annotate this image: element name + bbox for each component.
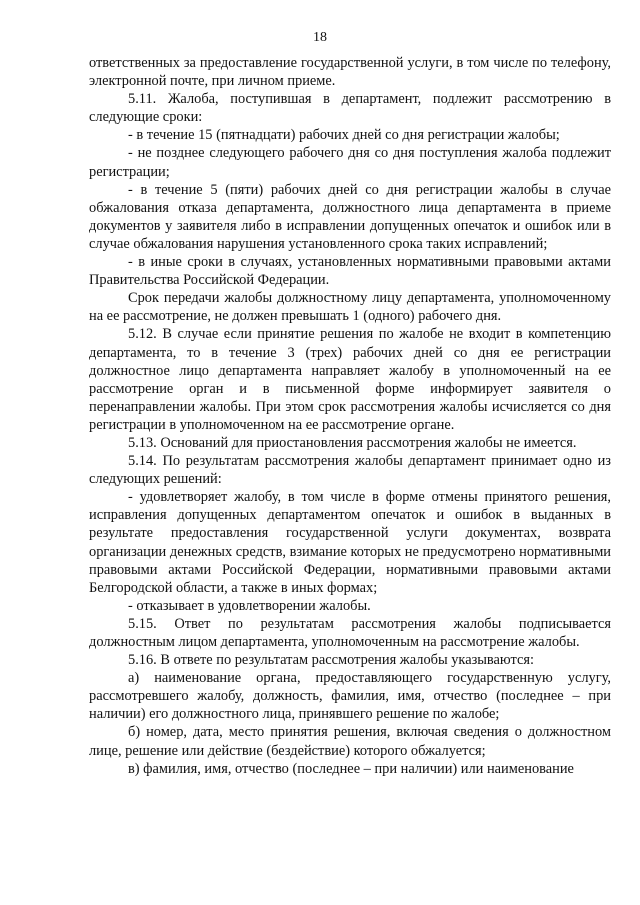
- paragraph-5-11-item-2: - не позднее следующего рабочего дня со дня поступления жалоба подлежит регистрации;: [89, 145, 611, 180]
- paragraph-continuation: ответственных за предоставление государственной услуги, в том числе по телефону, электронной почте, при личном приеме.: [89, 55, 611, 90]
- paragraph-5-14-item-1: - удовлетворяет жалобу, в том числе в форме отмены принятого решения, исправления допущенных департаментом опечаток и ошибок в выданных в результате предоставления государственной услуги документах, возврата организации денежных средств, взимание которых не предусмотрено нормативными правовыми актами Российской Федерации, нормативными правовыми актами Белгородской области, а также в иных формах;: [89, 489, 611, 596]
- paragraph-5-11-item-4: - в иные сроки в случаях, установленных нормативными правовыми актами Правительства Российской Федерации.: [89, 254, 611, 289]
- paragraph-5-11: 5.11. Жалоба, поступившая в департамент, подлежит рассмотрению в следующие сроки:: [89, 91, 611, 126]
- paragraph-5-14: 5.14. По результатам рассмотрения жалобы департамент принимает одно из следующих решений:: [89, 453, 611, 488]
- paragraph-5-12: 5.12. В случае если принятие решения по жалобе не входит в компетенцию департамента, то в течение 3 (трех) рабочих дней со дня ее регистрации должностное лицо департамента направляет жалобу в уполномоченный на ее рассмотрение орган и в письменной форме информирует заявителя о перенаправлении жалобы. При этом срок рассмотрения жалобы исчисляется со дня регистрации в уполномоченном на ее рассмотрение органе.: [89, 326, 611, 433]
- paragraph-5-16-a: а) наименование органа, предоставляющего государственную услугу, рассмотревшего жалобу, должность, фамилия, имя, отчество (последнее – при наличии) его должностного лица, принявшего решение по жалобе;: [89, 670, 611, 723]
- paragraph-5-16-b: б) номер, дата, место принятия решения, включая сведения о должностном лице, решение или действие (бездействие) которого обжалуется;: [89, 724, 611, 759]
- paragraph-5-13: 5.13. Оснований для приостановления рассмотрения жалобы не имеется.: [128, 434, 577, 451]
- paragraph-5-11-item-1: - в течение 15 (пятнадцати) рабочих дней со дня регистрации жалобы;: [128, 127, 560, 144]
- paragraph-5-16-c: в) фамилия, имя, отчество (последнее – при наличии) или наименование: [128, 760, 574, 777]
- paragraph-transfer-deadline: Срок передачи жалобы должностному лицу департамента, уполномоченному на ее рассмотрение, не должен превышать 1 (одного) рабочего дня.: [89, 290, 611, 325]
- paragraph-5-15: 5.15. Ответ по результатам рассмотрения жалобы подписывается должностным лицом департамента, уполномоченным на рассмотрение жалобы.: [89, 615, 611, 650]
- paragraph-5-14-item-2: - отказывает в удовлетворении жалобы.: [128, 597, 371, 614]
- paragraph-5-16: 5.16. В ответе по результатам рассмотрения жалобы указываются:: [128, 652, 534, 669]
- document-body: [89, 54, 611, 778]
- page-number: 18: [313, 30, 327, 45]
- paragraph-5-11-item-3: - в течение 5 (пяти) рабочих дней со дня регистрации жалобы в случае обжалования отказа департамента, должностного лица департамента в приеме документов у заявителя либо в исправлении допущенных опечаток и ошибок или в случае обжалования нарушения установленного срока таких исправлений;: [89, 181, 611, 252]
